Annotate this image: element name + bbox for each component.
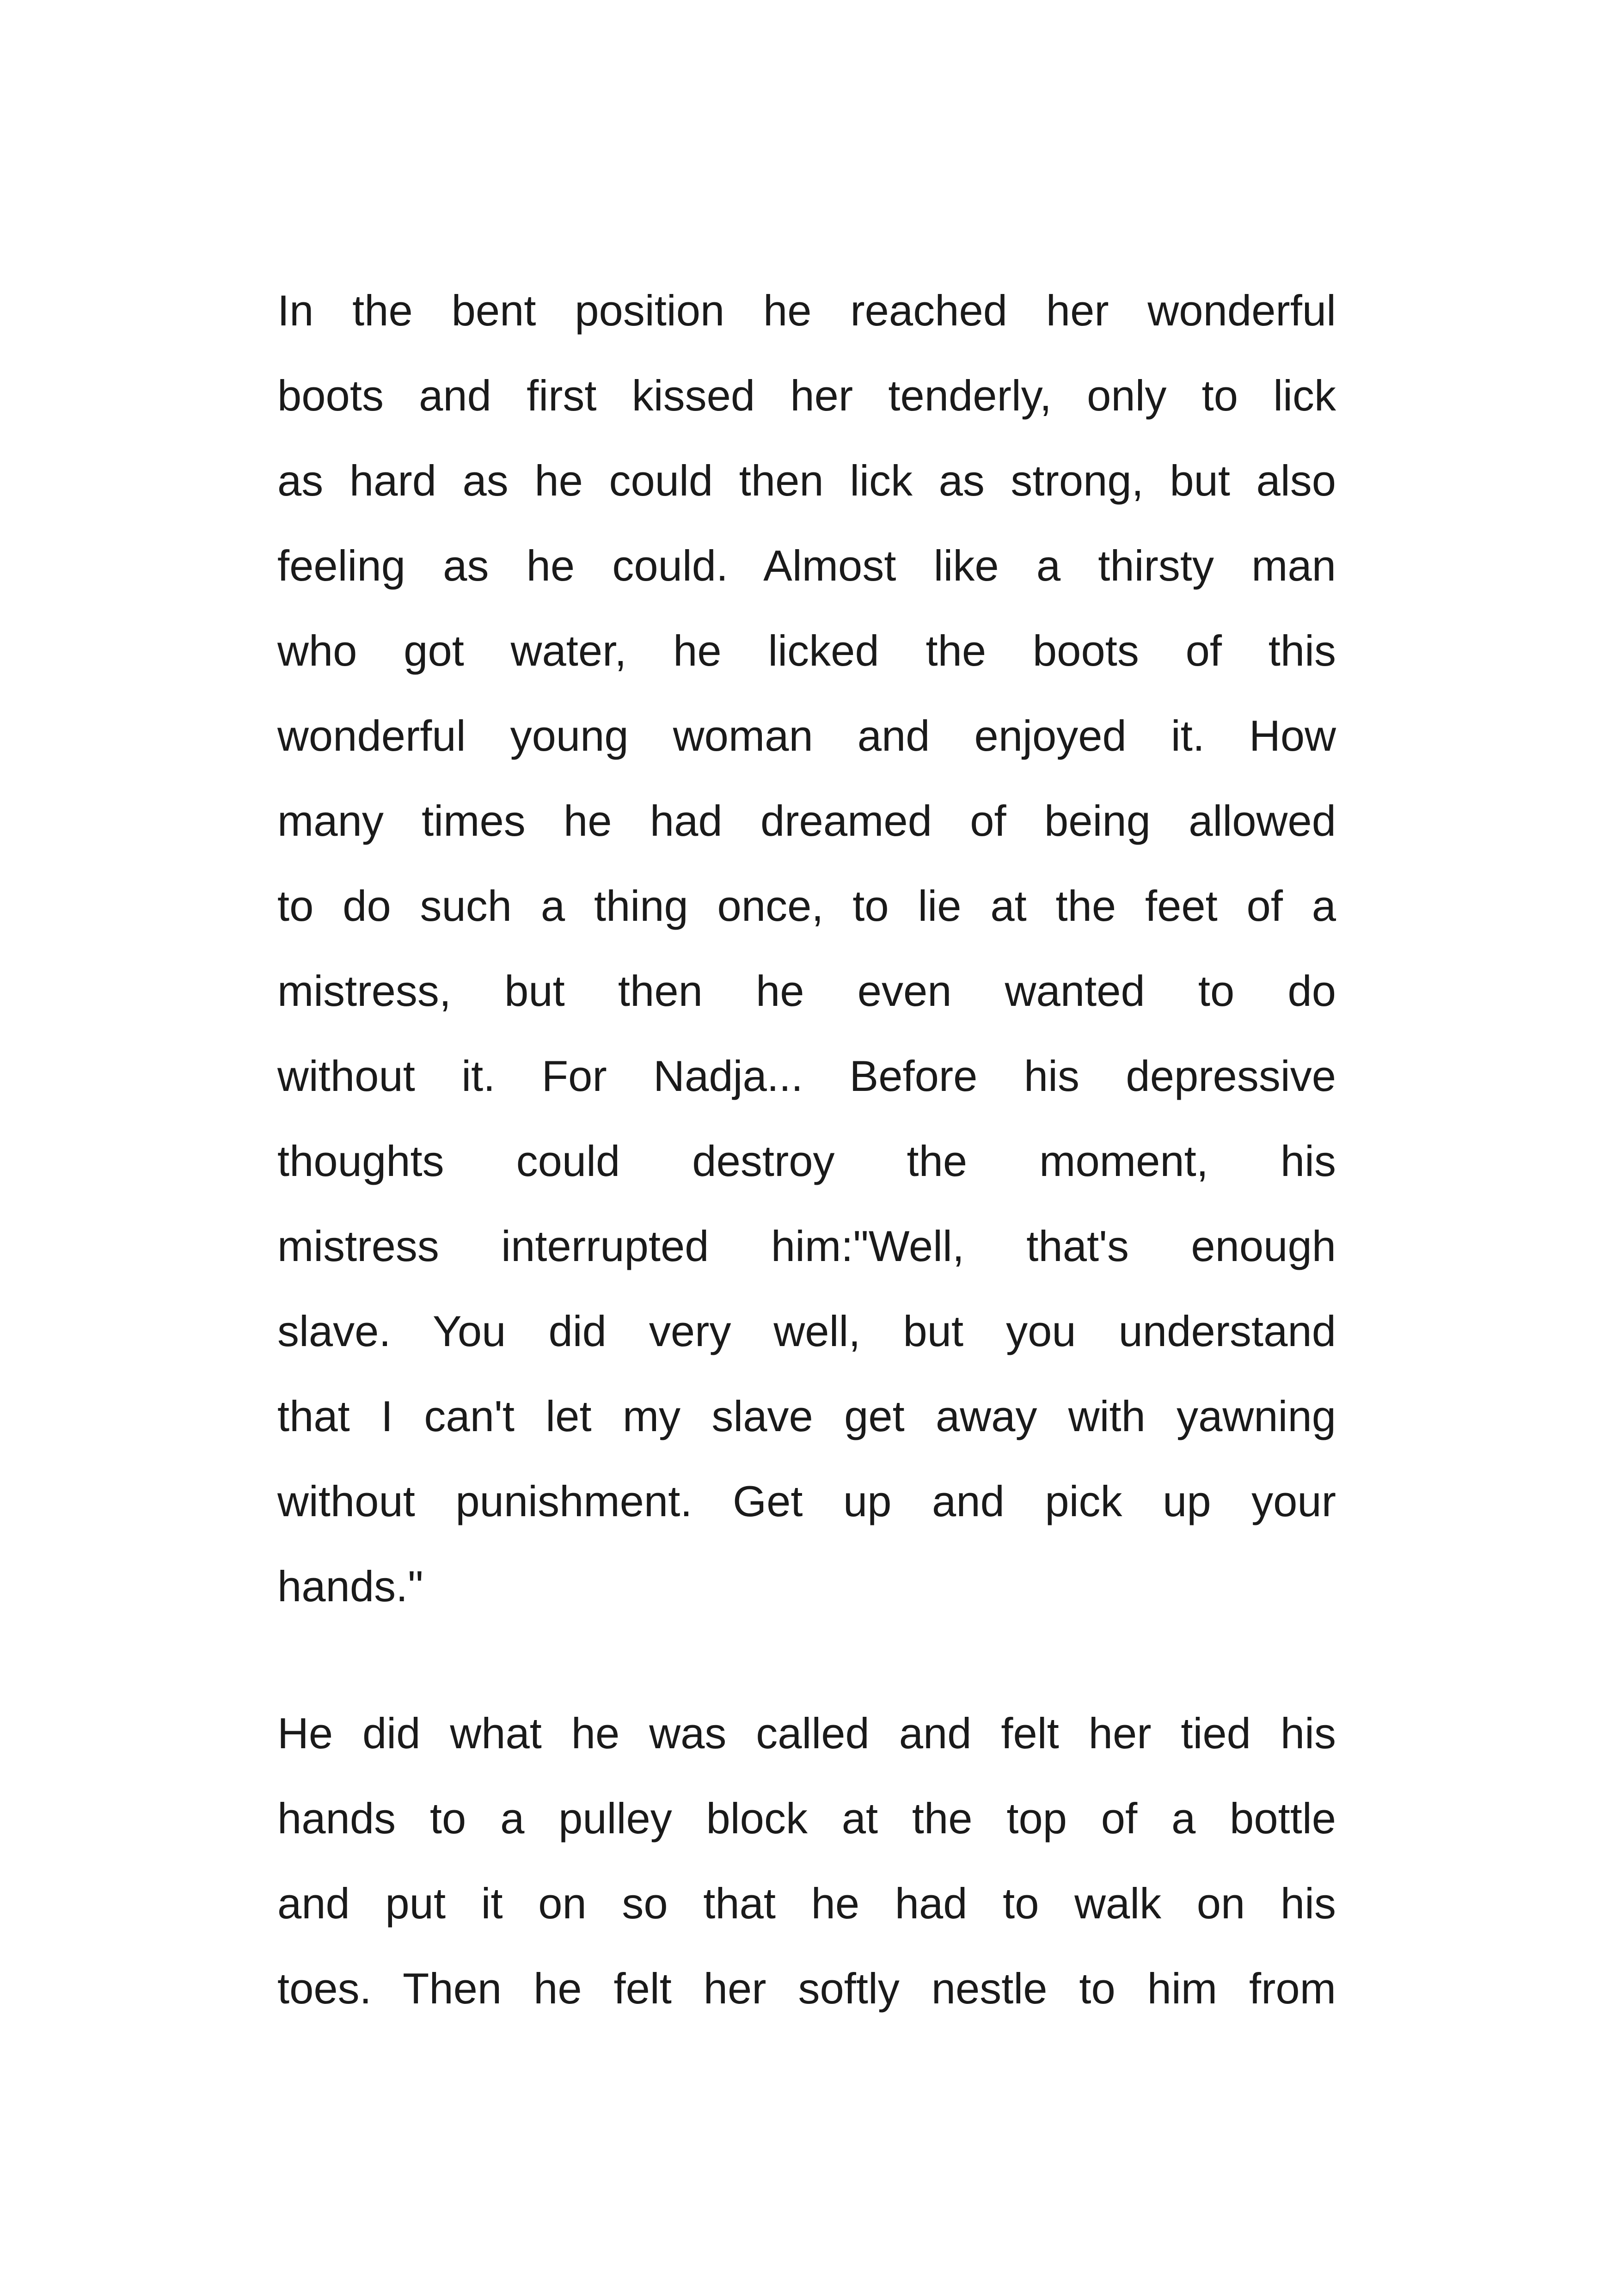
text-line: toes. Then he felt her softly nestle to him from bbox=[277, 1964, 1336, 2013]
text-line: without punishment. Get up and pick up your bbox=[277, 1477, 1336, 1525]
text-line: mistress interrupted him:"Well, that's enough bbox=[277, 1222, 1336, 1270]
paragraph-2 bbox=[277, 1691, 1336, 2031]
text-line: many times he had dreamed of being allowed bbox=[277, 796, 1336, 845]
text-line: In the bent position he reached her wonderful bbox=[277, 286, 1336, 335]
paragraph-1 bbox=[277, 268, 1336, 1629]
body-text bbox=[277, 268, 1336, 2031]
text-line: hands." bbox=[277, 1562, 423, 1610]
text-line: that I can't let my slave get away with yawning bbox=[277, 1392, 1336, 1440]
text-line: hands to a pulley block at the top of a bottle bbox=[277, 1794, 1336, 1843]
text-line: and put it on so that he had to walk on his bbox=[277, 1879, 1336, 1928]
text-line: boots and first kissed her tenderly, only to lick bbox=[277, 371, 1336, 420]
text-line: to do such a thing once, to lie at the feet of a bbox=[277, 882, 1336, 930]
text-line: who got water, he licked the boots of this bbox=[277, 626, 1336, 675]
text-line: wonderful young woman and enjoyed it. How bbox=[277, 711, 1336, 760]
text-line: slave. You did very well, but you understand bbox=[277, 1307, 1336, 1355]
text-line: He did what he was called and felt her tied his bbox=[277, 1709, 1336, 1757]
text-line: as hard as he could then lick as strong, but also bbox=[277, 456, 1336, 505]
text-line: thoughts could destroy the moment, his bbox=[277, 1137, 1336, 1185]
text-line: feeling as he could. Almost like a thirsty man bbox=[277, 541, 1336, 590]
text-line: mistress, but then he even wanted to do bbox=[277, 967, 1336, 1015]
text-line: without it. For Nadja... Before his depressive bbox=[277, 1052, 1336, 1100]
